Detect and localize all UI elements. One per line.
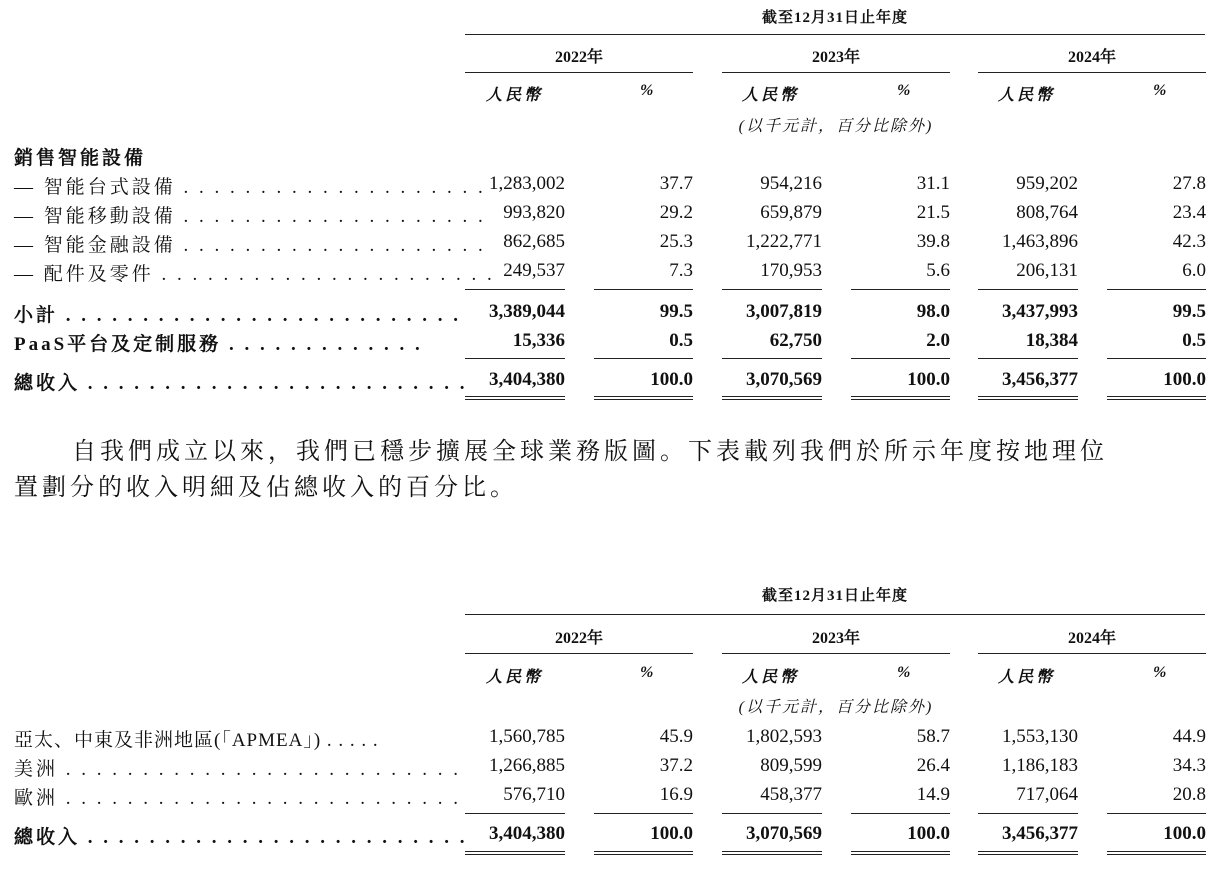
year-header-2023: 2023年 [811,630,860,647]
cell: 45.9 [659,726,693,747]
cell: 458,377 [760,784,822,805]
cell: 0.5 [669,330,693,351]
cell: 29.2 [659,202,693,223]
cell: 37.2 [659,755,693,776]
double-underline [851,851,950,855]
cell: 98.0 [916,301,950,322]
row-label: 總收入 . . . . . . . . . . . . . . . . . . . . . . . . . [14,827,468,848]
total-line [722,358,822,359]
subtotal-line-2022 [465,289,565,290]
double-underline [1107,396,1206,400]
cell: 100.0 [907,823,950,844]
cell: 3,456,377 [1002,369,1078,390]
col-pct-2022: % [640,82,657,99]
cell: 100.0 [1163,823,1206,844]
cell: 7.3 [669,260,693,281]
col-rmb-2022: 人民幣 [486,87,544,104]
cell: 3,389,044 [489,301,565,322]
double-underline [722,851,822,855]
subtotal-line-2023 [722,289,822,290]
row-label: — 智能移動設備 . . . . . . . . . . . . . . . . . . . . [14,206,486,227]
cell: 249,537 [503,260,565,281]
row-label: PaaS平台及定制服務 . . . . . . . . . . . . . [14,334,423,355]
cell: 27.8 [1172,173,1206,194]
col-pct-2023: % [897,82,914,99]
cell: 862,685 [503,231,565,252]
cell: 3,070,569 [746,369,822,390]
double-underline [465,396,565,400]
total-line [851,813,950,814]
cell: 1,186,183 [1002,755,1078,776]
cell: 25.3 [659,231,693,252]
row-label: 美洲 . . . . . . . . . . . . . . . . . . . . . . . . . . [14,759,462,780]
col-pct-2024: % [1153,82,1170,99]
cell: 954,216 [760,173,822,194]
cell: 809,599 [760,755,822,776]
revenue-by-region-table [0,582,1228,872]
cell: 717,064 [1016,784,1078,805]
total-line [1107,358,1206,359]
cell: 3,404,380 [489,369,565,390]
row-label: 歐洲 . . . . . . . . . . . . . . . . . . . . . . . . . . [14,788,462,809]
total-line [465,813,565,814]
year-underline-2022 [465,653,693,654]
period-header: 截至12月31日止年度 [761,588,908,604]
body-paragraph [14,434,1218,506]
year-underline-2023 [722,653,950,654]
col-rmb-2024: 人民幣 [998,87,1056,104]
cell: 14.9 [916,784,950,805]
cell: 37.7 [659,173,693,194]
cell: 659,879 [760,202,822,223]
cell: 3,437,993 [1002,301,1078,322]
year-underline-2022 [465,72,693,73]
cell: 3,404,380 [489,823,565,844]
period-underline [465,34,1205,35]
cell: 16.9 [659,784,693,805]
total-line [851,358,950,359]
cell: 99.5 [659,301,693,322]
unit-note: (以千元計，百分比除外) [738,118,934,135]
period-underline [465,614,1205,615]
period-header: 截至12月31日止年度 [761,10,908,26]
subtotal-line-2022 [594,289,693,290]
col-pct-2023: % [897,664,914,681]
total-line [978,813,1078,814]
cell: 62,750 [769,330,822,351]
row-label: 總收入 . . . . . . . . . . . . . . . . . . . . . . . . . [14,373,468,394]
double-underline [594,851,693,855]
cell: 20.8 [1172,784,1206,805]
col-rmb-2023: 人民幣 [742,87,800,104]
cell: 3,070,569 [746,823,822,844]
col-rmb-2024: 人民幣 [998,669,1056,686]
cell: 100.0 [650,369,693,390]
section-title: 銷售智能設備 [14,148,147,169]
cell: 1,222,771 [746,231,822,252]
row-label: 小計 . . . . . . . . . . . . . . . . . . . . . . . . . . [14,305,462,326]
cell: 21.5 [916,202,950,223]
cell: 100.0 [650,823,693,844]
cell: 576,710 [503,784,565,805]
year-header-2024: 2024年 [1067,630,1116,647]
cell: 1,283,002 [489,173,565,194]
col-pct-2024: % [1153,664,1170,681]
cell: 1,463,896 [1002,231,1078,252]
subtotal-line-2024 [1107,289,1206,290]
year-header-2024: 2024年 [1067,49,1116,66]
cell: 31.1 [916,173,950,194]
double-underline [978,396,1078,400]
total-line [1107,813,1206,814]
paragraph-line-1: 自我們成立以來，我們已穩步擴展全球業務版圖。下表載列我們於所示年度按地理位 [72,439,1108,465]
double-underline [851,396,950,400]
double-underline [978,851,1078,855]
row-label: — 配件及零件 . . . . . . . . . . . . . . . . . . . . . . [14,264,495,285]
subtotal-line-2024 [978,289,1078,290]
cell: 993,820 [503,202,565,223]
cell: 3,007,819 [746,301,822,322]
col-pct-2022: % [640,664,657,681]
total-line [594,358,693,359]
cell: 1,802,593 [746,726,822,747]
cell: 39.8 [916,231,950,252]
double-underline [465,851,565,855]
year-header-2022: 2022年 [554,49,603,66]
row-label: — 智能台式設備 . . . . . . . . . . . . . . . . . . . . [14,177,486,198]
cell: 58.7 [916,726,950,747]
subtotal-line-2023 [851,289,950,290]
col-rmb-2022: 人民幣 [486,669,544,686]
double-underline [722,396,822,400]
cell: 34.3 [1172,755,1206,776]
cell: 808,764 [1016,202,1078,223]
cell: 26.4 [916,755,950,776]
cell: 42.3 [1172,231,1206,252]
cell: 99.5 [1172,301,1206,322]
year-header-2023: 2023年 [811,49,860,66]
total-line [465,358,565,359]
row-label: 亞太、中東及非洲地區(「APMEA」) . . . . . [14,730,379,751]
cell: 1,553,130 [1002,726,1078,747]
cell: 100.0 [907,369,950,390]
row-label: — 智能金融設備 . . . . . . . . . . . . . . . . . . . . [14,235,486,256]
total-line [594,813,693,814]
year-header-2022: 2022年 [554,630,603,647]
cell: 1,266,885 [489,755,565,776]
cell: 44.9 [1172,726,1206,747]
col-rmb-2023: 人民幣 [742,669,800,686]
cell: 959,202 [1016,173,1078,194]
cell: 23.4 [1172,202,1206,223]
cell: 2.0 [926,330,950,351]
revenue-by-product-table [0,0,1228,410]
double-underline [594,396,693,400]
total-line [722,813,822,814]
cell: 18,384 [1025,330,1078,351]
cell: 6.0 [1182,260,1206,281]
cell: 170,953 [760,260,822,281]
year-underline-2023 [722,72,950,73]
cell: 206,131 [1016,260,1078,281]
unit-note: (以千元計，百分比除外) [738,699,934,716]
cell: 15,336 [512,330,565,351]
paragraph-line-2: 置劃分的收入明細及佔總收入的百分比。 [14,475,518,501]
year-underline-2024 [978,653,1206,654]
total-line [978,358,1078,359]
cell: 5.6 [926,260,950,281]
cell: 0.5 [1182,330,1206,351]
cell: 1,560,785 [489,726,565,747]
year-underline-2024 [978,72,1206,73]
double-underline [1107,851,1206,855]
cell: 100.0 [1163,369,1206,390]
cell: 3,456,377 [1002,823,1078,844]
